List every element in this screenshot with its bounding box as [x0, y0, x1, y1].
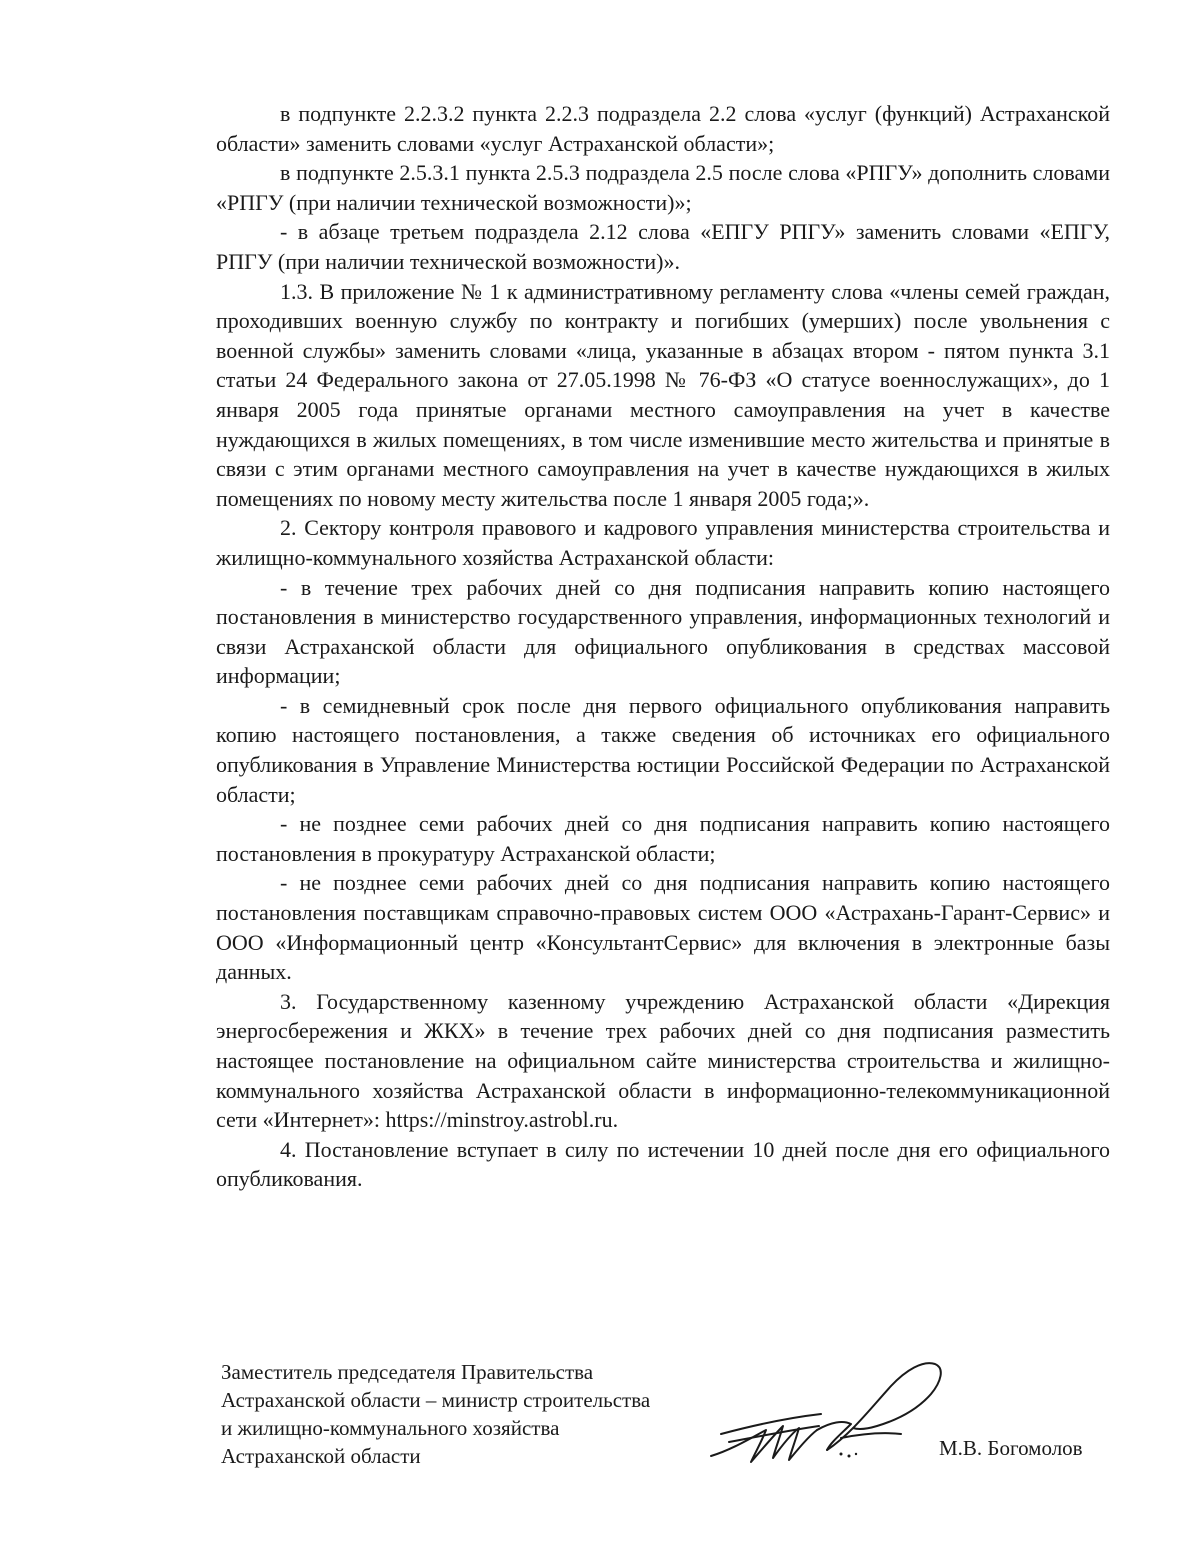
paragraph-item-1-3: 1.3. В приложение № 1 к административному регламенту слова «члены семей граждан, проходивших военную службу по контракту и погибших (умерших) после увольнения с военной службы» заменить словами «лица, указанные в абзацах втором - пятом пункта 3.1 статьи 24 Федерального закона от 27.05.1998 № 76-ФЗ «О статусе военнослужащих», до 1 января 2005 года принятые органами местного самоуправления на учет в качестве нуждающихся в жилых помещениях, в том числе изменившие место жительства и принятые в связи с этим органами местного самоуправления на учет в качестве нуждающихся в жилых помещениях по новому месту жительства после 1 января 2005 года;». [216, 278, 1110, 511]
paragraph-item-2: 2. Сектору контроля правового и кадрового управления министерства строительства и жилищно-коммунального хозяйства Астраханской области: [216, 515, 1110, 570]
paragraph-subitem-2-5-3-1: в подпункте 2.5.3.1 пункта 2.5.3 подраздела 2.5 после слова «РПГУ» дополнить словами «РПГУ (при наличии технической возможности)»; [216, 160, 1110, 215]
signer-title-line: Астраханской области [221, 1444, 421, 1468]
paragraph-item-2-bullet-4: - не позднее семи рабочих дней со дня подписания направить копию настоящего постановления поставщикам справочно-правовых систем ООО «Астрахань-Гарант-Сервис» и ООО «Информационный центр «КонсультантСервис» для включения в электронные базы данных. [216, 870, 1110, 985]
paragraph-item-4: 4. Постановление вступает в силу по истечении 10 дней после дня его официального опубликования. [216, 1136, 1110, 1192]
document-body [216, 99, 1110, 1194]
paragraph-item-2-bullet-3: - не позднее семи рабочих дней со дня подписания направить копию настоящего постановления в прокуратуру Астраханской области; [216, 811, 1110, 866]
signer-name: М.В. Богомолов [939, 1436, 1083, 1460]
paragraph-subitem-2-2-3-2: в подпункте 2.2.3.2 пункта 2.2.3 подраздела 2.2 слова «услуг (функций) Астраханской области» заменить словами «услуг Астраханской области»; [216, 101, 1110, 156]
signer-title-line: Заместитель председателя Правительства [221, 1360, 594, 1384]
paragraph-item-2-bullet-1: - в течение трех рабочих дней со дня подписания направить копию настоящего постановления в министерство государственного управления, информационных технологий и связи Астраханской области для официального опубликования в средствах массовой информации; [216, 574, 1110, 689]
handwritten-signature [691, 1338, 951, 1488]
signer-title-line: и жилищно-коммунального хозяйства [221, 1416, 560, 1440]
paragraph-subsection-2-12: - в абзаце третьем подраздела 2.12 слова «ЕПГУ РПГУ» заменить словами «ЕПГУ, РПГУ (при наличии технической возможности)». [216, 219, 1110, 274]
paragraph-item-3: 3. Государственному казенному учреждению Астраханской области «Дирекция энергосбережения и ЖКХ» в течение трех рабочих дней со дня подписания разместить настоящее постановление на официальном сайте министерства строительства и жилищно-коммунального хозяйства Астраханской области в информационно-телекоммуникационной сети «Интернет»: https://minstroy.astrobl.ru. [216, 988, 1110, 1133]
paragraph-item-2-bullet-2: - в семидневный срок после дня первого официального опубликования направить копию настоящего постановления, а также сведения об источниках его официального опубликования в Управление Министерства юстиции Российской Федерации по Астраханской области; [216, 692, 1110, 807]
signer-title-line: Астраханской области – министр строительства [221, 1388, 651, 1412]
signature-block [221, 1358, 1121, 1498]
